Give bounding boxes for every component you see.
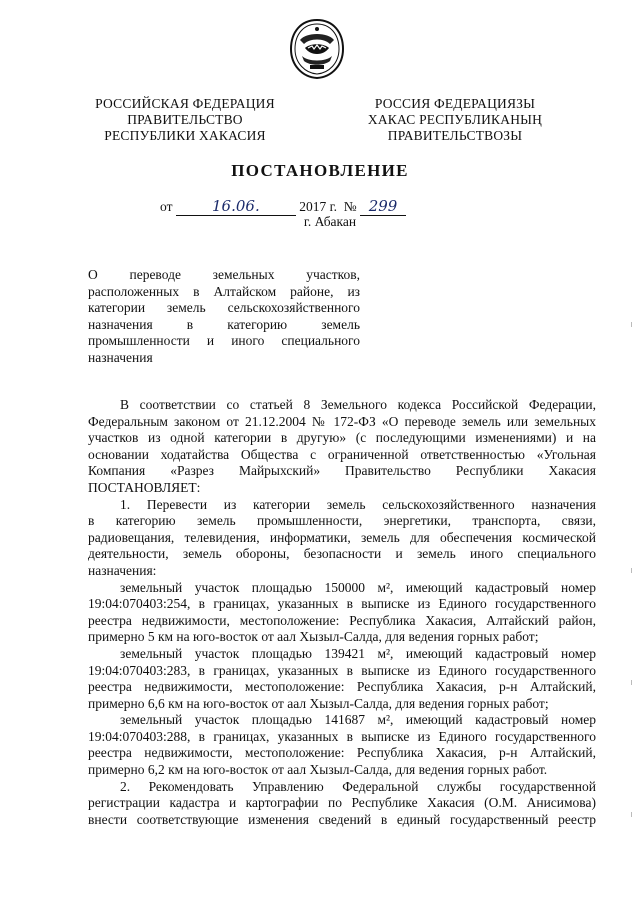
subject-line: назначения: [88, 349, 153, 365]
body-line: земельный участок площадью 150000 м², имеющий кадастровый номер: [120, 579, 596, 595]
document-title: ПОСТАНОВЛЕНИЕ: [231, 161, 409, 180]
body-line: Компания «Разрез Майрыхский» Правительство Республики Хакасия: [88, 463, 596, 479]
subject-line: категории земель сельскохозяйственного: [88, 300, 360, 315]
subject-line: расположенных в Алтайском районе, из: [88, 283, 360, 299]
body-line: ПОСТАНОВЛЯЕТ:: [88, 479, 201, 495]
body-line: назначения:: [88, 562, 157, 578]
scan-mark: [631, 568, 632, 573]
body-line: земельный участок площадью 139421 м², имеющий кадастровый номер: [120, 645, 596, 661]
body-line: основании ходатайства Общества с ограниченной ответственностью «Угольная: [88, 446, 596, 462]
coat-of-arms-emblem: [288, 18, 346, 80]
body-line: регистрации кадастра и картографии по Республике Хакасия (О.М. Анисимова): [88, 795, 596, 811]
header-left-line: ПРАВИТЕЛЬСТВО: [127, 112, 243, 127]
body-line: в категорию земель промышленности, энергетики, транспорта, связи,: [88, 513, 596, 529]
body-line: примерно 5 км на юго-восток от аал Хызыл-Салда, для ведения горных работ;: [88, 629, 539, 645]
body-line: В соответствии со статьей 8 Земельного кодекса Российской Федерации,: [120, 397, 596, 412]
body-line: реестра недвижимости, местоположение: Республика Хакасия, р-н Алтайский,: [88, 745, 596, 761]
body-line: участков из одной категории в другую» (с последующими изменениями) и на: [88, 430, 596, 446]
header-right-line: ХАКАС РЕСПУБЛИКАНЫҢ: [367, 112, 543, 127]
subject-line: промышленности и иного специального: [88, 333, 360, 348]
subject-line: назначения в категорию земель: [88, 316, 360, 332]
header-right-line: РОССИЯ ФЕДЕРАЦИЯЗЫ: [374, 96, 536, 111]
scan-mark: [631, 322, 632, 327]
subject-line: О переводе земельных участков,: [88, 267, 360, 282]
body-line: радиовещания, телевидения, информатики, земель для обеспечения космической: [88, 529, 596, 545]
body-line: 19:04:070403:283, в границах, указанных в выписке из Единого государственного: [88, 662, 596, 678]
number-handwritten: 299: [360, 197, 406, 216]
body-line: 2. Рекомендовать Управлению Федеральной службы государственной: [120, 778, 596, 794]
scan-mark: [631, 812, 632, 817]
scan-mark: [631, 680, 632, 685]
body-line: 19:04:070403:254, в границах, указанных в выписке из Единого государственного: [88, 596, 596, 612]
body-line: деятельности, земель обороны, безопасности и земель иного специального: [88, 546, 596, 562]
body-line: земельный участок площадью 141687 м², имеющий кадастровый номер: [120, 712, 596, 728]
header-left-line: РОССИЙСКАЯ ФЕДЕРАЦИЯ: [95, 96, 275, 111]
subject-block: [88, 267, 360, 366]
body-line: Федеральным законом от 21.12.2004 № 172-ФЗ «О переводе земель или земельных: [88, 413, 596, 429]
city-line: г. Абакан: [303, 214, 357, 229]
body-line: внести соответствующие изменения сведений в единый государственный реестр: [88, 811, 596, 827]
body-line: примерно 6,2 км на юго-восток от аал Хызыл-Салда, для ведения горных работ.: [88, 762, 548, 778]
header-left-line: РЕСПУБЛИКИ ХАКАСИЯ: [104, 128, 266, 143]
body-line: примерно 6,6 км на юго-восток от аал Хызыл-Салда, для ведения горных работ;: [88, 695, 549, 711]
number-sign: №: [343, 199, 357, 214]
date-year: 2017 г.: [299, 199, 337, 214]
date-prefix: от: [160, 199, 173, 214]
body-text: [88, 397, 596, 828]
body-line: реестра недвижимости, местоположение: Республика Хакасия, р-н Алтайский,: [88, 679, 596, 695]
header-right-line: ПРАВИТЕЛЬСТВОЗЫ: [387, 128, 523, 143]
body-line: 19:04:070403:288, в границах, указанных в выписке из Единого государственного: [88, 728, 596, 744]
date-handwritten: 16.06.: [176, 197, 296, 216]
header-left-block: [60, 96, 310, 144]
body-line: 1. Перевести из категории земель сельскохозяйственного назначения: [120, 496, 596, 512]
header-right-block: [330, 96, 580, 144]
body-line: реестра недвижимости, местоположение: Республика Хакасия, Алтайский район,: [88, 612, 596, 628]
